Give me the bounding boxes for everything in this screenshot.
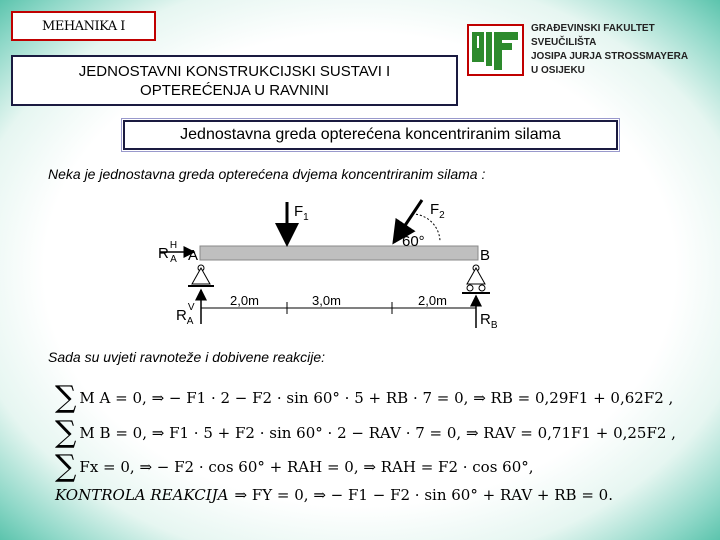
force-f1-label: $F_1$ [294, 203, 309, 223]
section-banner: Jednostavna greda opterećena koncentriranim silama [123, 120, 618, 150]
equation-3 [55, 449, 534, 484]
conditions-text: Sada su uvjeti ravnoteže i dobivene reakcije: [48, 349, 326, 365]
reaction-av-label: $R^V$ A [176, 302, 194, 327]
angle-label: 60° [402, 233, 425, 250]
equation-2-text: M B = 0, ⇒ F1 · 5 + F2 · sin 60° · 2 − RAV · 7 = 0, ⇒ RAV = 0,71F1 + 0,25F2 , [79, 424, 676, 442]
equation-2 [55, 415, 676, 450]
faculty-line-3: JOSIPA JURJA STROSSMAYERA [531, 51, 689, 62]
course-title: MEHANIKA I [11, 11, 156, 41]
dim-1: 2,0m [230, 293, 259, 308]
equation-1-text: M A = 0, ⇒ − F1 · 2 − F2 · sin 60° · 5 + RB · 7 = 0, ⇒ RB = 0,29F1 + 0,62F2 , [79, 389, 674, 407]
faculty-line-4: U OSIJEKU [531, 65, 585, 76]
point-a-label: A [188, 247, 199, 264]
topic-line-2: OPTEREĆENJA U RAVNINI [140, 81, 329, 99]
sum-symbol: ∑ [55, 449, 77, 484]
roller-2 [479, 285, 485, 291]
sum-symbol: ∑ [55, 415, 77, 450]
reaction-ah-label: $R^H$ A [158, 240, 178, 265]
equation-4-text: ⇒ FY = 0, ⇒ − F1 − F2 · sin 60° + RAV + RB = 0. [234, 486, 613, 504]
faculty-line-1: GRAĐEVINSKI FAKULTET [531, 23, 655, 34]
faculty-name [531, 22, 688, 78]
logo-graphic [469, 26, 522, 74]
dim-3: 2,0m [418, 293, 447, 308]
force-f2-label: $F_2$ [430, 201, 445, 221]
topic-title [11, 55, 458, 106]
faculty-line-2: SVEUČILIŠTA [531, 37, 597, 48]
sum-symbol: ∑ [55, 380, 77, 415]
roller-1 [467, 285, 473, 291]
reaction-b-label: $R_B$ [480, 311, 498, 331]
point-b-label: B [480, 247, 491, 264]
beam [200, 246, 478, 260]
equation-4 [55, 486, 613, 504]
equation-1 [55, 380, 674, 415]
control-label: KONTROLA REAKCIJA [55, 486, 229, 504]
dim-2: 3,0m [312, 293, 341, 308]
topic-line-1: JEDNOSTAVNI KONSTRUKCIJSKI SUSTAVI I [78, 62, 391, 80]
faculty-logo [467, 24, 524, 76]
support-b [467, 268, 485, 284]
intro-text: Neka je jednostavna greda opterećena dvjema koncentriranim silama : [48, 166, 486, 182]
beam-diagram [150, 192, 510, 332]
support-a [192, 268, 210, 284]
equation-3-text: Fx = 0, ⇒ − F2 · cos 60° + RAH = 0, ⇒ RAH = F2 · cos 60°, [79, 458, 534, 476]
